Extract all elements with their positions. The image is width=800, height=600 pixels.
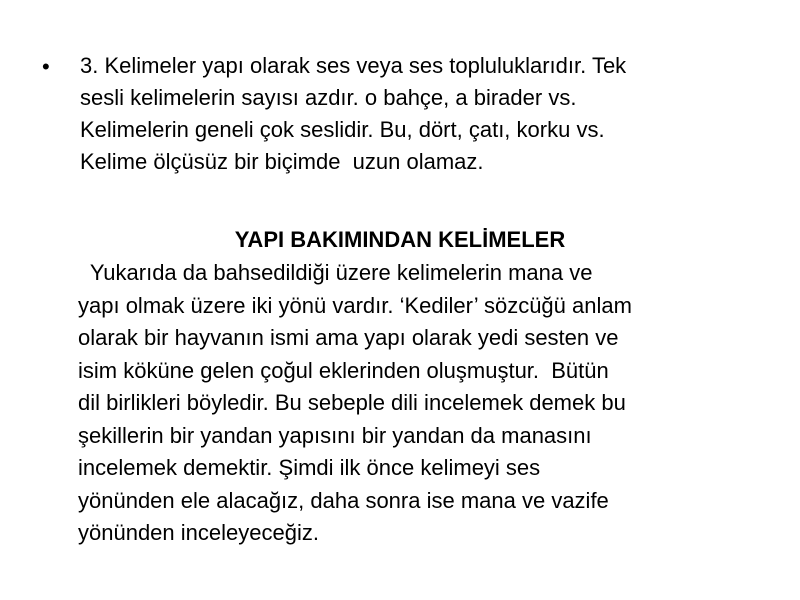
bullet-text bbox=[80, 50, 770, 178]
paragraph-line: Yukarıda da bahsedildiği üzere kelimelerin mana ve bbox=[78, 260, 593, 285]
bullet-line: 3. Kelimeler yapı olarak ses veya ses topluluklarıdır. Tek bbox=[80, 53, 627, 78]
paragraph-line: yönünden inceleyeceğiz. bbox=[78, 520, 319, 545]
bullet-item bbox=[40, 50, 770, 178]
paragraph-line: dil birlikleri böyledir. Bu sebeple dili incelemek demek bu bbox=[78, 390, 626, 415]
paragraph-line: incelemek demektir. Şimdi ilk önce kelimeyi ses bbox=[78, 455, 541, 480]
paragraph-line: isim köküne gelen çoğul eklerinden oluşmuştur. Bütün bbox=[78, 357, 609, 383]
bullet-marker: • bbox=[42, 54, 50, 79]
paragraph-line: şekillerin bir yandan yapısını bir yandan da manasını bbox=[78, 422, 592, 448]
bullet-line: Kelime ölçüsüz bir biçimde uzun olamaz. bbox=[80, 149, 484, 174]
paragraph-line: yapı olmak üzere iki yönü vardır. ‘Kediler’ sözcüğü anlam bbox=[78, 292, 632, 318]
bullet-line: sesli kelimelerin sayısı azdır. o bahçe, a birader vs. bbox=[80, 85, 577, 110]
section-heading: YAPI BAKIMINDAN KELİMELER bbox=[234, 227, 566, 252]
paragraph-line: olarak bir hayvanın ismi ama yapı olarak yedi sesten ve bbox=[78, 325, 619, 350]
bullet-line: Kelimelerin geneli çok seslidir. Bu, dört, çatı, korku vs. bbox=[80, 117, 605, 142]
paragraph-line: yönünden ele alacağız, daha sonra ise mana ve vazife bbox=[78, 487, 609, 513]
body-paragraph bbox=[78, 257, 778, 550]
